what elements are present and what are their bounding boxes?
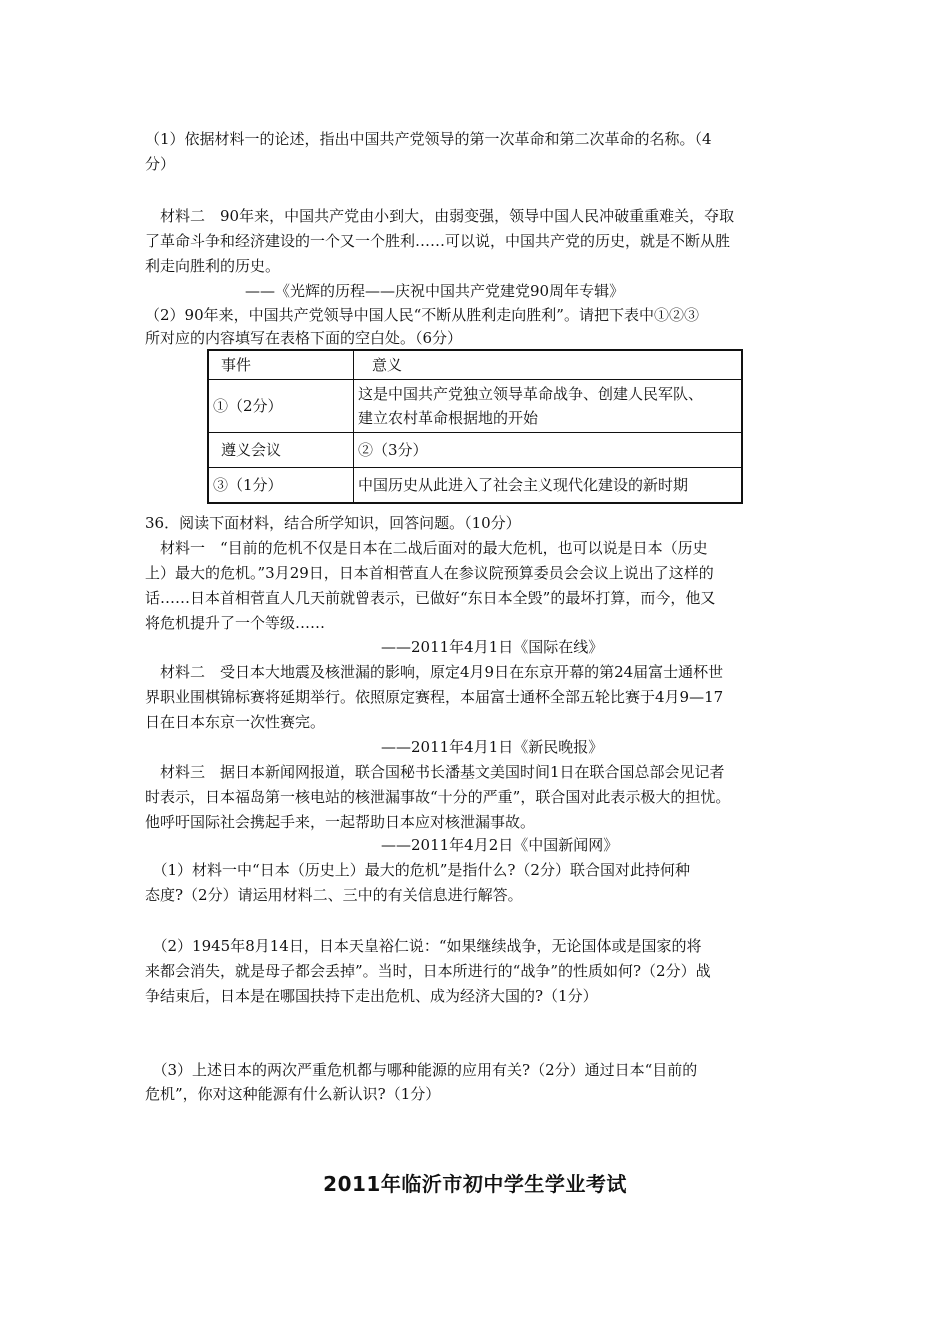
q36-part3-line1: （3）上述日本的两次严重危机都与哪种能源的应用有关?（2分）通过日本“目前的 xyxy=(145,1061,698,1079)
table-row xyxy=(208,468,742,504)
q36-material3-line3: 他呼吁国际社会携起手来，一起帮助日本应对核泄漏事故。 xyxy=(145,813,536,831)
q36-part2-line1: （2）1945年8月14日，日本天皇裕仁说：“如果继续战争，无论国体或是国家的将 xyxy=(145,937,702,955)
q35-part1-line2: 分） xyxy=(145,155,176,173)
q36-material1-line3: 话……日本首相菅直人几天前就曾表示，已做好“东日本全毁”的最坏打算，而今，他又 xyxy=(145,589,716,607)
q36-material3-line1: 材料三 据日本新闻网报道，联合国秘书长潘基文美国时间1日在联合国总部会见记者 xyxy=(145,763,725,781)
q35-part2-line2: 所对应的内容填写在表格下面的空白处。（6分） xyxy=(145,329,463,347)
table-cell-meaning: ②（3分） xyxy=(354,433,743,468)
q36-material2-source: ——2011年4月1日《新民晚报》 xyxy=(381,738,604,756)
q36-material2-line1: 材料二 受日本大地震及核泄漏的影响，原定4月9日在东京开幕的第24届富士通杯世 xyxy=(145,663,724,681)
q35-part1-line1: （1）依据材料一的论述，指出中国共产党领导的第一次革命和第二次革命的名称。（4 xyxy=(145,130,712,148)
q36-material3-line2: 时表示，日本福岛第一核电站的核泄漏事故“十分的严重”，联合国对此表示极大的担忧。 xyxy=(145,788,731,806)
table-row xyxy=(208,433,742,468)
q35-part2-line1: （2）90年来，中国共产党领导中国人民“不断从胜利走向胜利”。请把下表中①②③ xyxy=(145,306,699,324)
table-header-event: 事件 xyxy=(208,350,354,380)
q36-material1-line2: 上）最大的危机。”3月29日，日本首相菅直人在参议院预算委员会会议上说出了这样的 xyxy=(145,564,714,582)
q36-material2-line3: 日在日本东京一次性赛完。 xyxy=(145,713,326,731)
table-cell-event: ③（1分） xyxy=(208,468,354,504)
material2-source: ——《光辉的历程——庆祝中国共产党建党90周年专辑》 xyxy=(245,282,625,300)
q36-material1-line4: 将危机提升了一个等级…… xyxy=(145,614,326,632)
material2-line3: 利走向胜利的历史。 xyxy=(145,257,281,275)
table-header-row xyxy=(208,350,742,380)
table-cell-event: 遵义会议 xyxy=(208,433,354,468)
table-cell-meaning: 中国历史从此进入了社会主义现代化建设的新时期 xyxy=(354,468,743,504)
events-table xyxy=(207,349,743,504)
q36-material2-line2: 界职业围棋锦标赛将延期举行。依照原定赛程，本届富士通杯全部五轮比赛于4月9—17 xyxy=(145,688,724,706)
material2-line2: 了革命斗争和经济建设的一个又一个胜利……可以说，中国共产党的历史，就是不断从胜 xyxy=(145,232,731,250)
q36-material1-source: ——2011年4月1日《国际在线》 xyxy=(381,638,604,656)
exam-title: 2011年临沂市初中学生学业考试 xyxy=(323,1172,627,1196)
table-row xyxy=(208,380,742,433)
q36-part2-line2: 来都会消失，就是母子都会丢掉”。当时，日本所进行的“战争”的性质如何?（2分）战 xyxy=(145,962,711,980)
q36-material3-source: ——2011年4月2日《中国新闻网》 xyxy=(381,836,619,854)
meaning-line: 这是中国共产党独立领导革命战争、创建人民军队、 xyxy=(358,385,704,403)
q36-part2-line3: 争结束后，日本是在哪国扶持下走出危机、成为经济大国的?（1分） xyxy=(145,987,598,1005)
meaning-line: 建立农村革命根据地的开始 xyxy=(358,409,539,427)
q36-part1-line1: （1）材料一中“日本（历史上）最大的危机”是指什么?（2分）联合国对此持何种 xyxy=(145,861,690,879)
q36-part3-line2: 危机”，你对这种能源有什么新认识?（1分） xyxy=(145,1085,441,1103)
table-header-meaning: 意义 xyxy=(354,350,743,380)
material2-line1: 材料二 90年来，中国共产党由小到大，由弱变强，领导中国人民冲破重重难关，夺取 xyxy=(145,207,735,225)
table-cell-meaning xyxy=(354,380,743,433)
q36-heading: 36．阅读下面材料，结合所学知识，回答问题。（10分） xyxy=(145,514,521,532)
table-cell-event: ①（2分） xyxy=(208,380,354,433)
q36-part1-line2: 态度?（2分）请运用材料二、三中的有关信息进行解答。 xyxy=(145,886,523,904)
q36-material1-line1: 材料一 “目前的危机不仅是日本在二战后面对的最大危机，也可以说是日本（历史 xyxy=(145,539,708,557)
